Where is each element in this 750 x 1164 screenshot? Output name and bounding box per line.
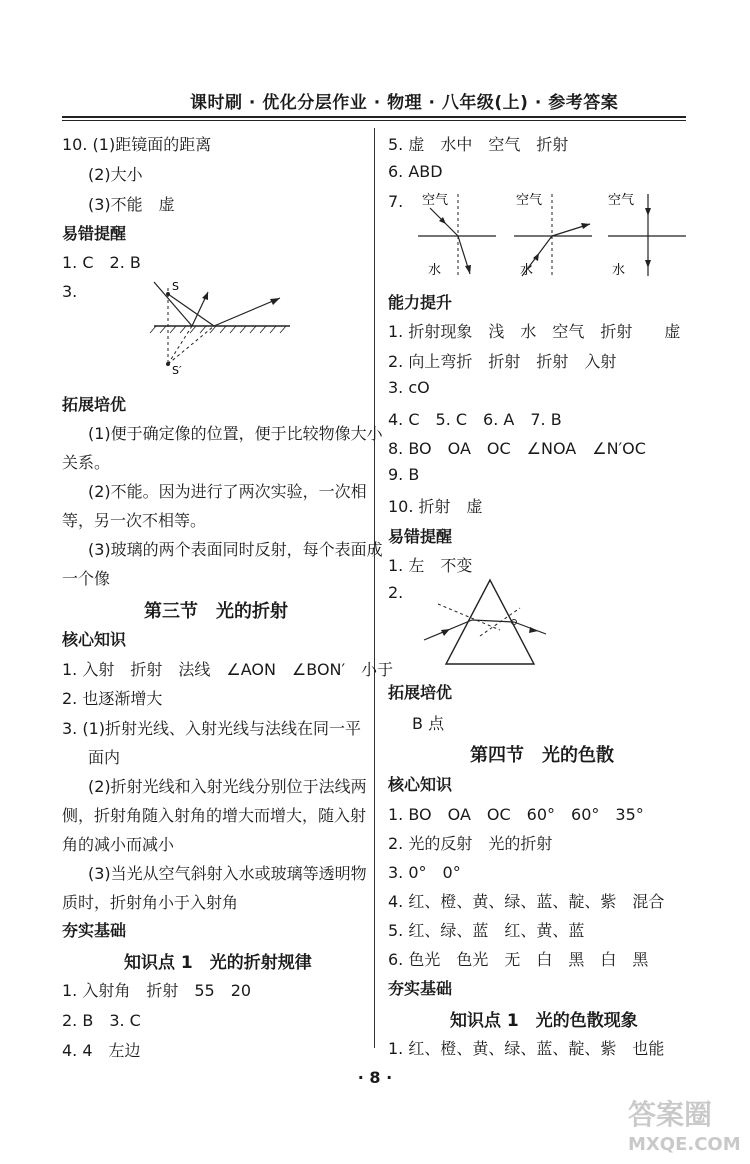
section-heading: 易错提醒 bbox=[62, 224, 127, 243]
answer-line: 3. bbox=[62, 282, 78, 301]
answer-line: 1. BO OA OC 60° 60° 35° bbox=[388, 805, 644, 824]
air-label: 空气 bbox=[516, 193, 543, 208]
answer-line: 6. ABD bbox=[388, 162, 443, 181]
answer-line: 关系。 bbox=[62, 453, 111, 472]
water-label: 水 bbox=[428, 263, 442, 278]
answer-line: 等，另一次不相等。 bbox=[62, 511, 207, 530]
answer-line: 9. B bbox=[388, 465, 420, 484]
answer-line: 一个像 bbox=[62, 569, 111, 588]
watermark-text: 答案圈 bbox=[628, 1098, 713, 1131]
answer-line: 8. BO OA OC ∠NOA ∠N′OC bbox=[388, 439, 646, 458]
answer-line: (3)当光从空气斜射入水或玻璃等透明物 bbox=[88, 864, 367, 883]
section-heading: 易错提醒 bbox=[388, 527, 453, 546]
refraction-diagrams bbox=[412, 186, 692, 282]
water-label: 水 bbox=[612, 263, 626, 278]
answer-line: 5. 红、绿、蓝 红、黄、蓝 bbox=[388, 921, 585, 940]
section-heading: 夯实基础 bbox=[62, 921, 127, 940]
answer-line: 10. 折射 虚 bbox=[388, 497, 483, 516]
column-divider bbox=[374, 128, 375, 1048]
answer-line: (2)折射光线和入射光线分别位于法线两 bbox=[88, 777, 367, 796]
header-rule-thick bbox=[62, 116, 686, 118]
watermark-url: MXQE.COM bbox=[628, 1134, 741, 1155]
page-number: · 8 · bbox=[357, 1068, 393, 1087]
answer-line: 10. (1)距镜面的距离 bbox=[62, 135, 212, 154]
section-heading: 拓展培优 bbox=[388, 683, 453, 702]
header-title: 课时刷 · 优化分层作业 · 物理 · 八年级(上) · 参考答案 bbox=[190, 93, 619, 113]
answer-line: 3. 0° 0° bbox=[388, 863, 461, 882]
section-heading: 核心知识 bbox=[62, 630, 127, 649]
answer-line: (2)大小 bbox=[88, 165, 143, 184]
header-rule-thin bbox=[62, 120, 686, 121]
answer-line: (3)不能 虚 bbox=[88, 195, 175, 214]
section-heading: 核心知识 bbox=[388, 775, 453, 794]
watermark-logo bbox=[624, 1090, 742, 1158]
air-label: 空气 bbox=[608, 193, 635, 208]
answer-line: 6. 色光 色光 无 白 黑 白 黑 bbox=[388, 950, 649, 969]
answer-line: B 点 bbox=[412, 714, 445, 733]
knowledge-point-title: 知识点 1 光的色散现象 bbox=[450, 1011, 638, 1031]
knowledge-point-title: 知识点 1 光的折射规律 bbox=[124, 953, 312, 973]
section-heading: 能力提升 bbox=[388, 293, 453, 312]
source-label: S bbox=[172, 280, 179, 293]
plane-mirror-diagram bbox=[140, 270, 300, 380]
answer-line: 1. 左 不变 bbox=[388, 556, 473, 575]
image-label: S′ bbox=[172, 364, 182, 377]
answer-line: 质时，折射角小于入射角 bbox=[62, 893, 239, 912]
answer-line: 1. 折射现象 浅 水 空气 折射 虚 bbox=[388, 322, 681, 341]
answer-line: 7. bbox=[388, 192, 404, 211]
answer-line: 2. bbox=[388, 583, 404, 602]
answer-line: 3. cO bbox=[388, 378, 430, 397]
answer-line: 2. 也逐渐增大 bbox=[62, 689, 163, 708]
water-label: 水 bbox=[520, 263, 534, 278]
answer-line: 2. 向上弯折 折射 折射 入射 bbox=[388, 352, 617, 371]
answer-line: 4. 红、橙、黄、绿、蓝、靛、紫 混合 bbox=[388, 892, 665, 911]
answer-line: (2)不能。因为进行了两次实验，一次相 bbox=[88, 482, 367, 501]
answer-line: 1. 入射角 折射 55 20 bbox=[62, 981, 252, 1000]
answer-line: 面内 bbox=[88, 748, 121, 767]
answer-line: 3. (1)折射光线、入射光线与法线在同一平 bbox=[62, 719, 362, 738]
answer-line: 5. 虚 水中 空气 折射 bbox=[388, 135, 569, 154]
answer-line: 1. 入射 折射 法线 ∠AON ∠BON′ 小于 bbox=[62, 660, 394, 679]
answer-line: 角的减小而减小 bbox=[62, 835, 175, 854]
answer-line: 1. C 2. B bbox=[62, 253, 141, 272]
prism-diagram bbox=[420, 578, 550, 668]
section-title: 第四节 光的色散 bbox=[470, 745, 614, 766]
section-title: 第三节 光的折射 bbox=[144, 601, 288, 622]
air-label: 空气 bbox=[422, 193, 449, 208]
answer-line: 4. 4 左边 bbox=[62, 1041, 141, 1060]
answer-line: (3)玻璃的两个表面同时反射，每个表面成 bbox=[88, 540, 383, 559]
section-heading: 夯实基础 bbox=[388, 979, 453, 998]
section-heading: 拓展培优 bbox=[62, 395, 127, 414]
answer-line: 2. B 3. C bbox=[62, 1011, 141, 1030]
answer-line: 4. C 5. C 6. A 7. B bbox=[388, 410, 562, 429]
answer-line: (1)便于确定像的位置，便于比较物像大小 bbox=[88, 424, 383, 443]
answer-line: 侧，折射角随入射角的增大而增大，随入射 bbox=[62, 806, 367, 825]
answer-line: 2. 光的反射 光的折射 bbox=[388, 834, 553, 853]
answer-line: 1. 红、橙、黄、绿、蓝、靛、紫 也能 bbox=[388, 1039, 665, 1058]
